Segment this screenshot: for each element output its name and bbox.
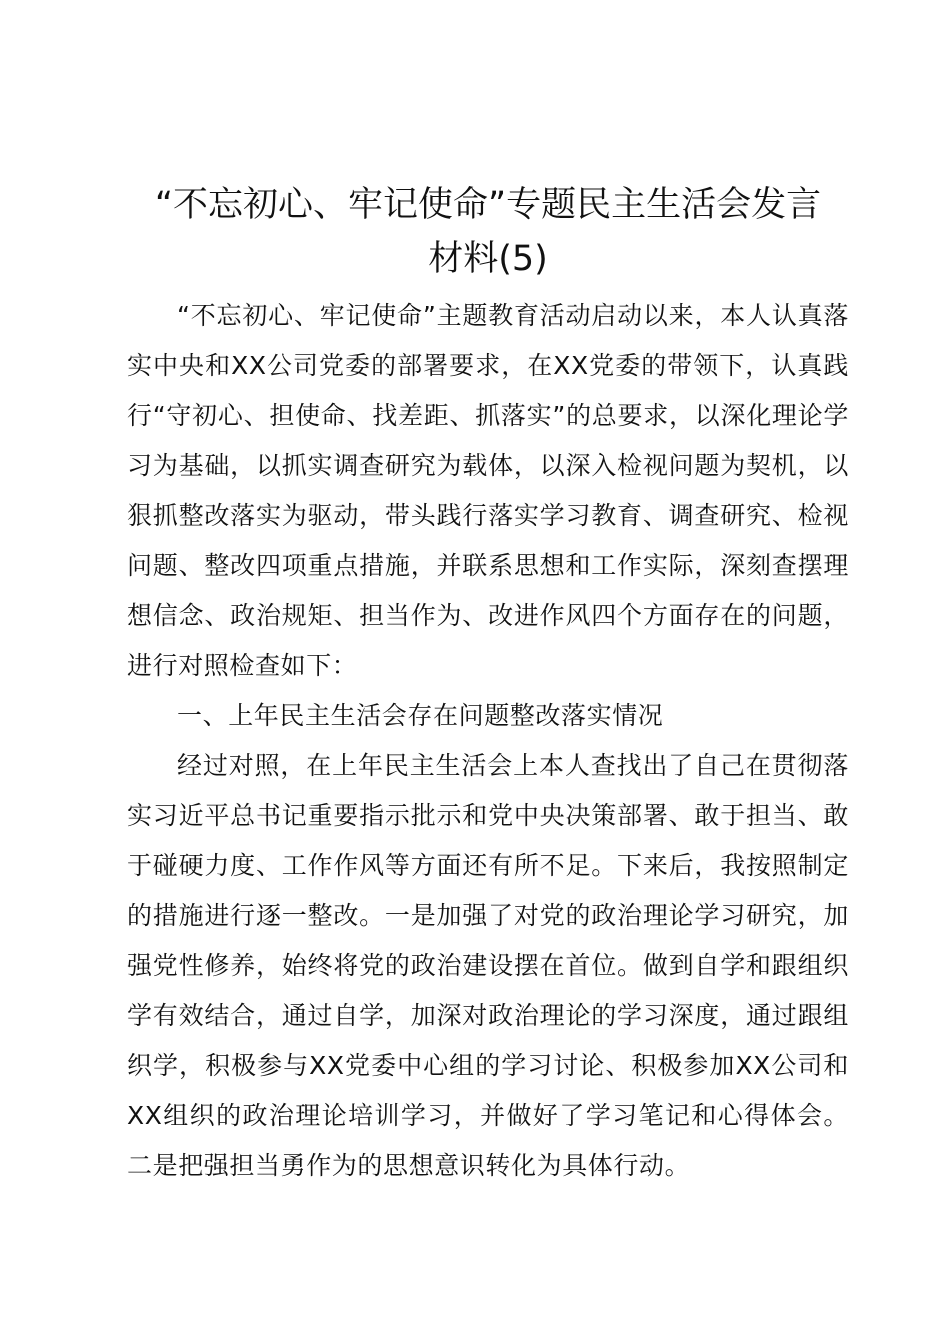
document-title xyxy=(105,178,871,286)
title-line-2: 材料(5) xyxy=(428,239,548,279)
title-line-1: “不忘初心、牢记使命”专题民主生活会发言 xyxy=(154,185,822,225)
document-body xyxy=(127,178,849,1191)
body-paragraph: 经过对照，在上年民主生活会上本人查找出了自己在贯彻落实习近平总书记重要指示批示和党中央决策部署、敢于担当、敢于碰硬力度、工作作风等方面还有所不足。下来后，我按照制定的措施进行逐一整改。一是加强了对党的政治理论学习研究，加强党性修养，始终将党的政治建设摆在首位。做到自学和跟组织学有效结合，通过自学，加深对政治理论的学习深度，通过跟组织学，积极参与XX党委中心组的学习讨论、积极参加XX公司和XX组织的政治理论培训学习，并做好了学习笔记和心得体会。二是把强担当勇作为的思想意识转化为具体行动。 xyxy=(127,751,849,1180)
intro-paragraph: “不忘初心、牢记使命”主题教育活动启动以来，本人认真落实中央和XX公司党委的部署要求，在XX党委的带领下，认真践行“守初心、担使命、找差距、抓落实”的总要求，以深化理论学习为基础，以抓实调查研究为载体，以深入检视问题为契机，以狠抓整改落实为驱动，带头践行落实学习教育、调查研究、检视问题、整改四项重点措施，并联系思想和工作实际，深刻查摆理想信念、政治规矩、担当作为、改进作风四个方面存在的问题，进行对照检查如下： xyxy=(127,301,849,680)
section-heading: 一、上年民主生活会存在问题整改落实情况 xyxy=(177,701,664,730)
